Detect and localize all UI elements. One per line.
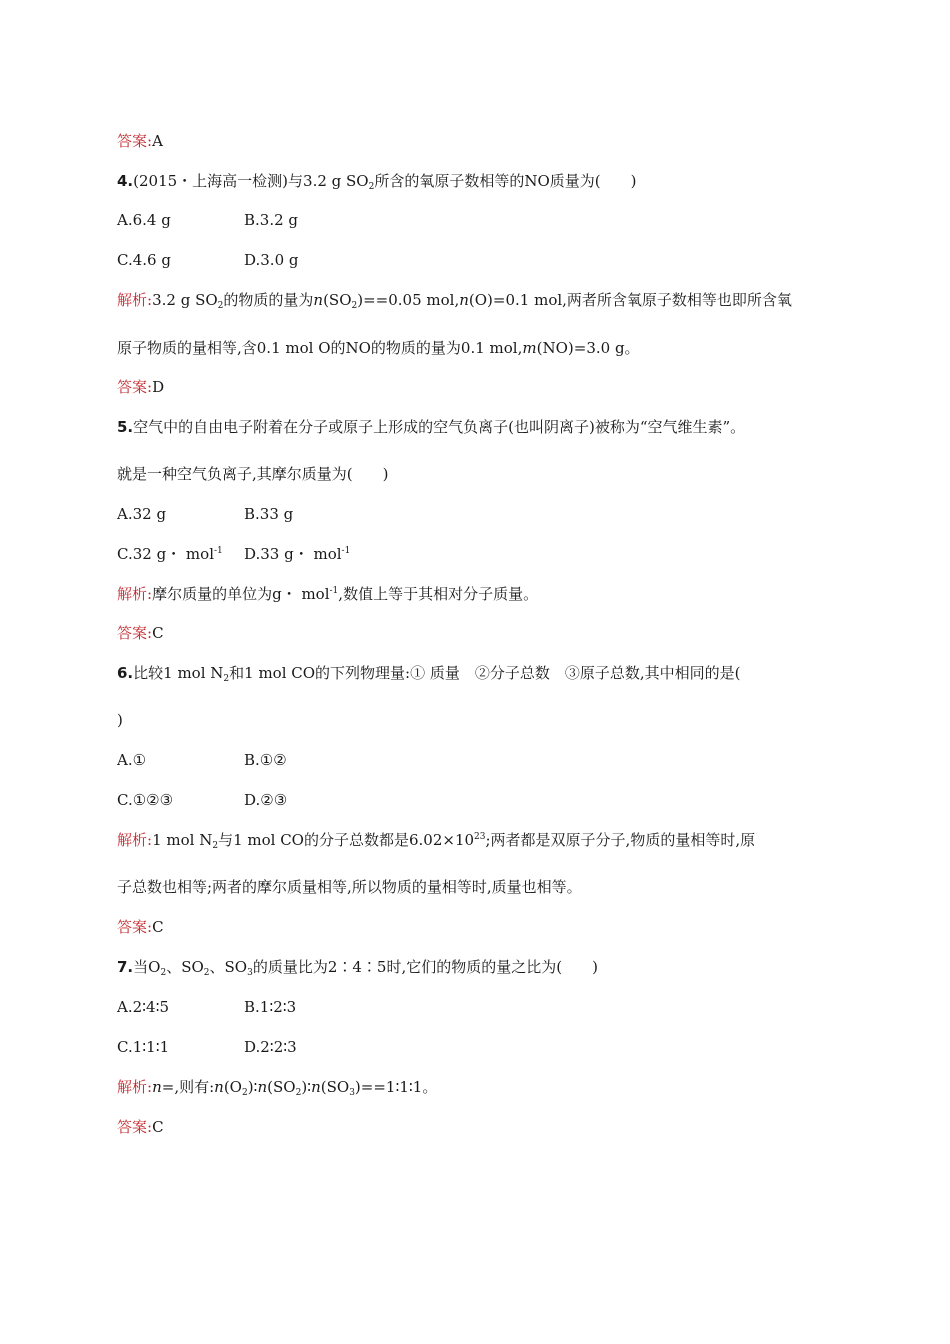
q6-option-b: B.①② — [244, 751, 287, 769]
q7-option-c: C.1∶1∶1 — [117, 1038, 170, 1056]
q6-options-row1 — [117, 750, 287, 770]
q4-analysis-line2: 原子物质的量相等,含0.1 mol O的NO的物质的量为0.1 mol,m(NO)=3.0 g。 — [117, 339, 640, 357]
q6-option-a: A.① — [117, 751, 147, 769]
analysis-label: 解析 — [117, 291, 148, 309]
q6-answer: 答案:C — [117, 918, 164, 936]
q4-option-a: A.6.4 g — [117, 211, 171, 229]
q4-option-c: C.4.6 g — [117, 251, 171, 269]
q4-options-row1 — [117, 210, 299, 230]
answer-label: 答案 — [117, 132, 148, 150]
q7-answer: 答案:C — [117, 1118, 164, 1136]
q7-option-d: D.2∶2∶3 — [244, 1038, 297, 1056]
q7-analysis: 解析:n=,则有$:n(O_2)∶n(SO_2)∶n(SO_3)==1∶1∶1$。 — [117, 1078, 438, 1098]
q5-option-a: A.32 g — [117, 505, 167, 523]
q5-analysis: 解析:摩尔质量的单位为g・ mol$^{-1}$,数值上等于其相对分子质量。 — [117, 585, 539, 603]
q6-stem-line1: 6.比较1 mol $N_2$和1 mol CO的下列物理量:① 质量 ②分子总数 ③原子总数,其中相同的是( — [117, 664, 741, 684]
q6-stem-line2: ) — [117, 711, 123, 729]
q5-options-row1 — [117, 504, 294, 524]
q5-options-row2 — [117, 544, 351, 564]
q7-option-b: B.1∶2∶3 — [244, 998, 297, 1016]
q3-answer: 答案:A — [117, 132, 163, 150]
q5-stem-line2: 就是一种空气负离子,其摩尔质量为( ) — [117, 465, 389, 483]
q7-options-row1 — [117, 997, 297, 1017]
q4-option-b: B.3.2 g — [244, 211, 299, 229]
q4-option-d: D.3.0 g — [244, 251, 299, 269]
q6-analysis-line2: 子总数也相等;两者的摩尔质量相等,所以物质的量相等时,质量也相等。 — [117, 878, 582, 896]
q5-option-d: D.33 g・ mol$^{-1}$ — [244, 545, 351, 563]
q7-option-a: A.2∶4∶5 — [117, 998, 170, 1016]
q7-stem: 7.当$O_2$、$SO_2$、$SO_3$的质量比为2∶4∶5时,它们的物质的量之比为( ) — [117, 958, 598, 978]
q4-answer: 答案:D — [117, 378, 165, 396]
q6-option-c: C.①②③ — [117, 791, 174, 809]
q4-stem: 4.(2015・上海高一检测)与3.2 g $SO_2$所含的氧原子数相等的NO质量为( ) — [117, 172, 637, 192]
q6-analysis-line1: 解析:1 mol $N_2$与1 mol CO的分子总数都是$6.02\times 10^{23}$;两者都是双原子分子,物质的量相等时,原 — [117, 831, 756, 851]
q5-stem-line1: 5.空气中的自由电子附着在分子或原子上形成的空气负离子(也叫阴离子)被称为“空气维生素”。 — [117, 418, 746, 436]
q6-options-row2 — [117, 790, 288, 810]
q4-analysis-line1: 解析:3.2 g $SO_2$的物质的量为$n(SO_2)==0.05$ mol,n(O)=0.1 mol,两者所含氧原子数相等也即所含氧 — [117, 291, 792, 311]
q7-options-row2 — [117, 1037, 297, 1057]
q5-option-c: C.32 g・ mol$^{-1}$ — [117, 545, 223, 563]
q5-option-b: B.33 g — [244, 505, 294, 523]
q6-option-d: D.②③ — [244, 791, 288, 809]
q5-answer: 答案:C — [117, 624, 164, 642]
q4-options-row2 — [117, 250, 299, 270]
